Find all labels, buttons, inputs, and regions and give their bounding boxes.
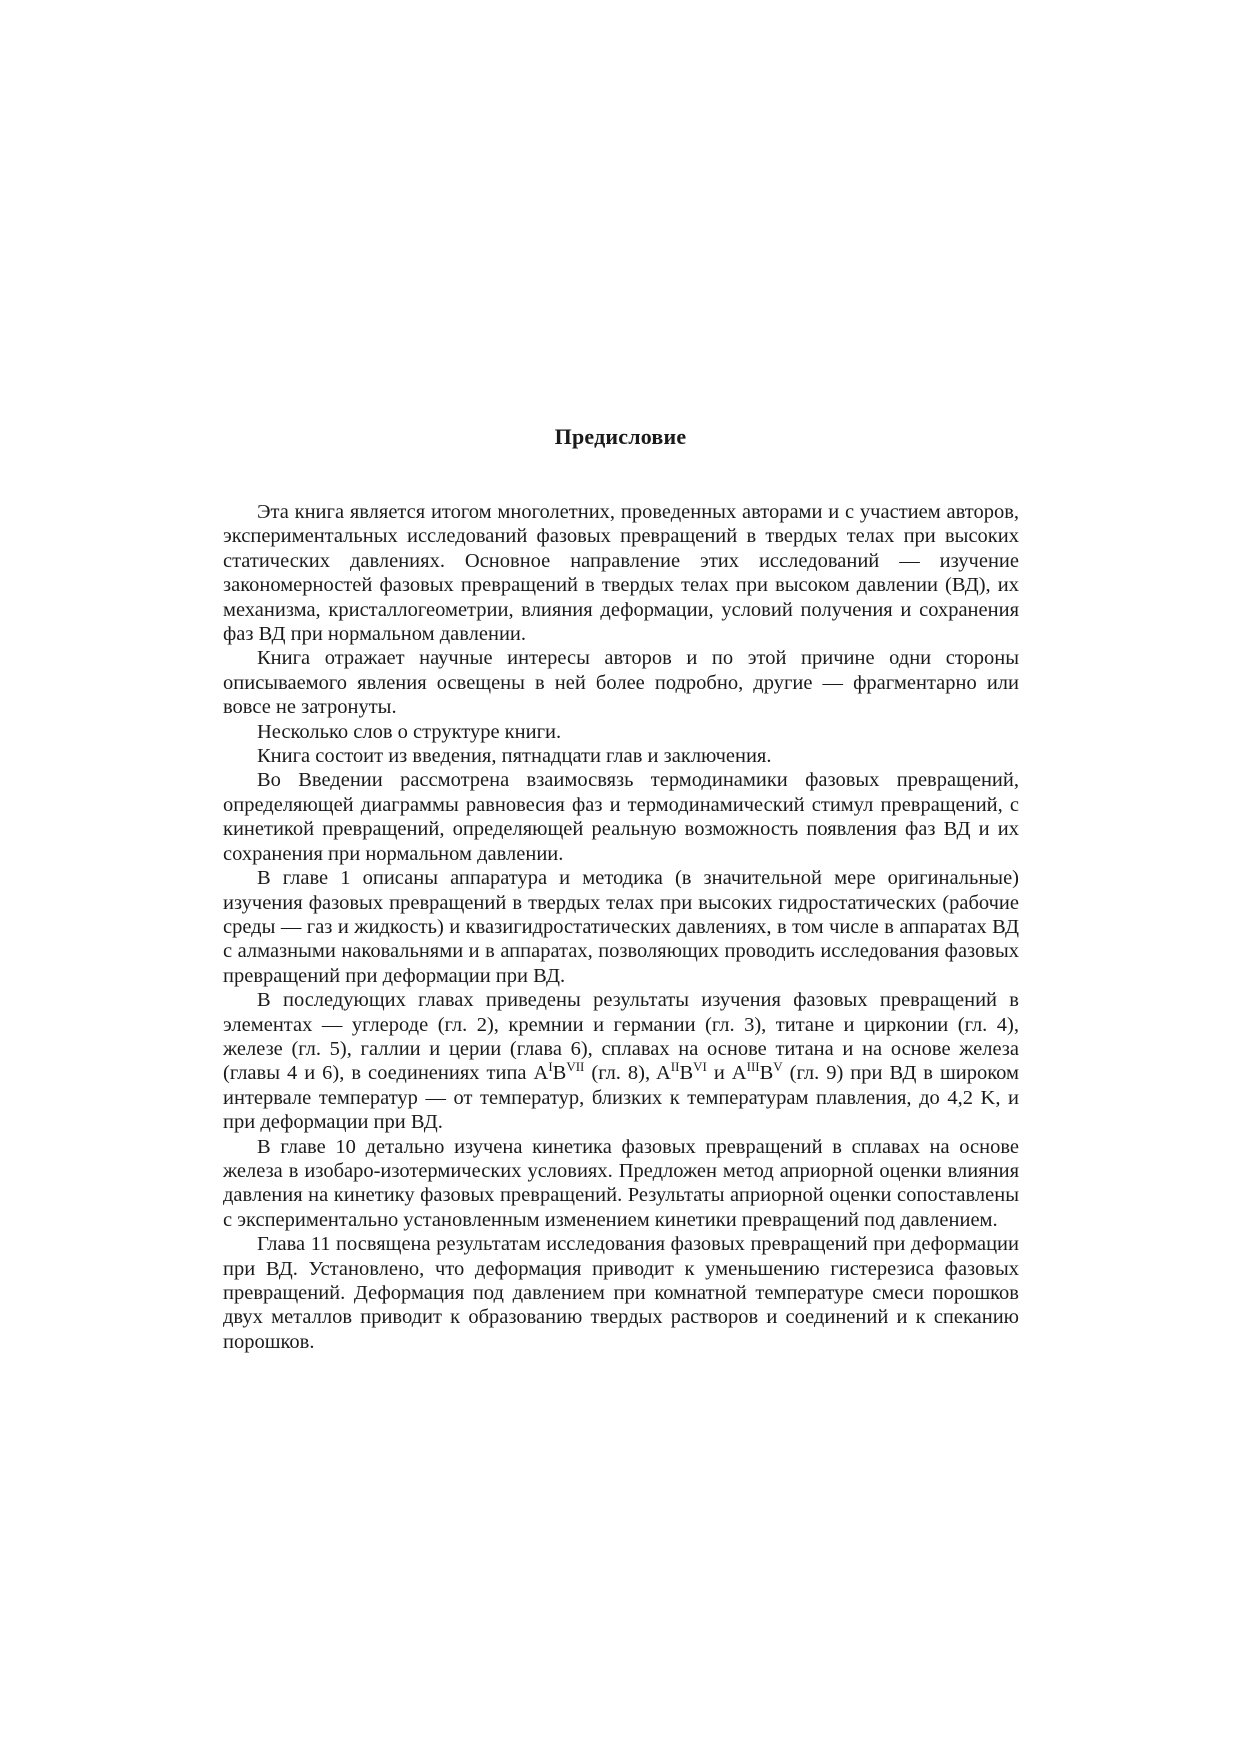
superscript: VII [566,1059,585,1075]
preface-body [223,500,1019,1354]
text-segment: B [679,1062,694,1085]
text-segment: и A [706,1062,747,1085]
paragraph-chapter-11: Глава 11 посвящена результатам исследования фазовых превращений при деформации при ВД. Установлено, что деформация приводит к уменьшению гистерезиса фазовых превращений. Деформация под давлением при комнатной температуре смеси порошков двух металлов приводит к образованию твердых растворов и соединений и к спеканию порошков. [223,1233,1019,1353]
superscript: II [670,1059,680,1075]
text-segment: (гл. 9) при ВД в широком интервале температур — от температур, близких к температурам плавления, до 4,2 K, и при деформации при ВД. [223,1062,1019,1134]
paragraph-structure: Книга состоит из введения, пятнадцати глав и заключения. [257,745,772,768]
superscript: VI [693,1059,707,1075]
text-segment: B [552,1062,567,1085]
paragraph-scope: Книга отражает научные интересы авторов и по этой причине одни стороны описываемого явления освещены в ней более подробно, другие — фрагментарно или вовсе не затронуты. [223,647,1019,719]
paragraph-introduction-summary: Во Введении рассмотрена взаимосвязь термодинамики фазовых превращений, определяющей диаграммы равновесия фаз и термодинамический стимул превращений, с кинетикой превращений, определяющей реальную возможность появления фаз ВД и их сохранения при нормальном давлении. [223,769,1019,865]
paragraph-structure-note: Несколько слов о структуре книги. [257,720,562,743]
paragraph-intro: Эта книга является итогом многолетних, проведенных авторами и с участием авторов, экспериментальных исследований фазовых превращений в твердых телах при высоких статических давлениях. Основное направление этих исследований — изучение закономерностей фазовых превращений в твердых телах при высоком давлении (ВД), их механизма, кристаллогеометрии, влияния деформации, условий получения и сохранения фаз ВД при нормальном давлении. [223,501,1019,646]
superscript: V [773,1059,783,1075]
text-segment: B [759,1062,774,1085]
superscript: III [746,1059,760,1075]
text-segment: (гл. 8), A [584,1062,671,1085]
paragraph-chapter-1: В главе 1 описаны аппаратура и методика (в значительной мере оригинальные) изучения фазовых превращений в твердых телах при высоких гидростатических (рабочие среды — газ и жидкость) и квазигидростатических давлениях, в том числе в аппаратах ВД с алмазными наковальнями и в аппаратах, позволяющих проводить исследования фазовых превращений при деформации при ВД. [223,867,1019,987]
paragraph-chapters-2-9 [223,988,1019,1134]
superscript: I [548,1059,553,1075]
paragraph-chapter-10: В главе 10 детально изучена кинетика фазовых превращений в сплавах на основе железа в изобаро-изотермических условиях. Предложен метод априорной оценки влияния давления на кинетику фазовых превращений. Результаты априорной оценки сопоставлены с экспериментально установленным изменением кинетики превращений под давлением. [223,1135,1019,1231]
page-title: Предисловие [554,424,687,449]
text-segment: В последующих главах приведены результаты изучения фазовых превращений в элементах — углероде (гл. 2), кремнии и германии (гл. 3), титане и цирконии (гл. 4), железе (гл. 5), галлии и церии (глава 6), сплавах на основе титана и на основе железа (главы 4 и 6), в соединениях типа A [223,989,1019,1085]
